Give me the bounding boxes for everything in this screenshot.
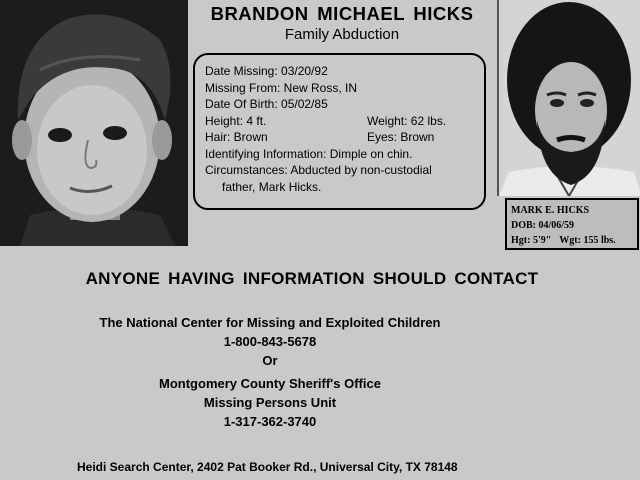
contact-heading: ANYONE HAVING INFORMATION SHOULD CONTACT — [85, 269, 539, 288]
hair: Hair: Brown — [205, 130, 268, 144]
contact-phone-ncmec: 1-800-843-5678 — [223, 334, 317, 349]
date-missing: Date Missing: 03/20/92 — [205, 64, 328, 78]
father-photo — [497, 0, 640, 196]
poster-title: BRANDON MICHAEL HICKS — [210, 3, 474, 24]
height-weight-row — [205, 113, 484, 130]
date-of-birth: Date Of Birth: 05/02/85 — [205, 97, 328, 111]
weight: Weight: 62 lbs. — [367, 113, 447, 128]
contact-org-sheriff: Montgomery County Sheriff's Office — [159, 376, 381, 391]
father-dob: DOB: 04/06/59 — [511, 220, 575, 231]
father-height-weight — [511, 233, 637, 248]
contact-or: Or — [262, 353, 278, 368]
contact-unit-sheriff: Missing Persons Unit — [203, 395, 337, 410]
contact-phone-sheriff: 1-317-362-3740 — [223, 414, 317, 429]
identifying-info: Identifying Information: Dimple on chin. — [205, 146, 413, 161]
circumstances-line-2: father, Mark Hicks. — [222, 179, 322, 194]
case-type: Family Abduction — [284, 26, 400, 43]
father-height: Hgt: 5'9" — [511, 235, 552, 246]
hair-eyes-row — [205, 129, 484, 146]
circumstances-line-1: Circumstances: Abducted by non-custodial — [205, 163, 432, 177]
father-name: MARK E. HICKS — [511, 205, 590, 216]
contact-org-ncmec: The National Center for Missing and Exploited Children — [99, 315, 441, 330]
details-box — [193, 53, 486, 210]
missing-from: Missing From: New Ross, IN — [205, 80, 358, 95]
child-photo — [0, 0, 188, 246]
eyes: Eyes: Brown — [367, 130, 435, 144]
height: Height: 4 ft. — [205, 113, 267, 128]
footer-address: Heidi Search Center, 2402 Pat Booker Rd., Universal City, TX 78148 — [77, 460, 458, 474]
father-weight: Wgt: 155 lbs. — [559, 235, 616, 246]
father-caption — [505, 198, 639, 250]
